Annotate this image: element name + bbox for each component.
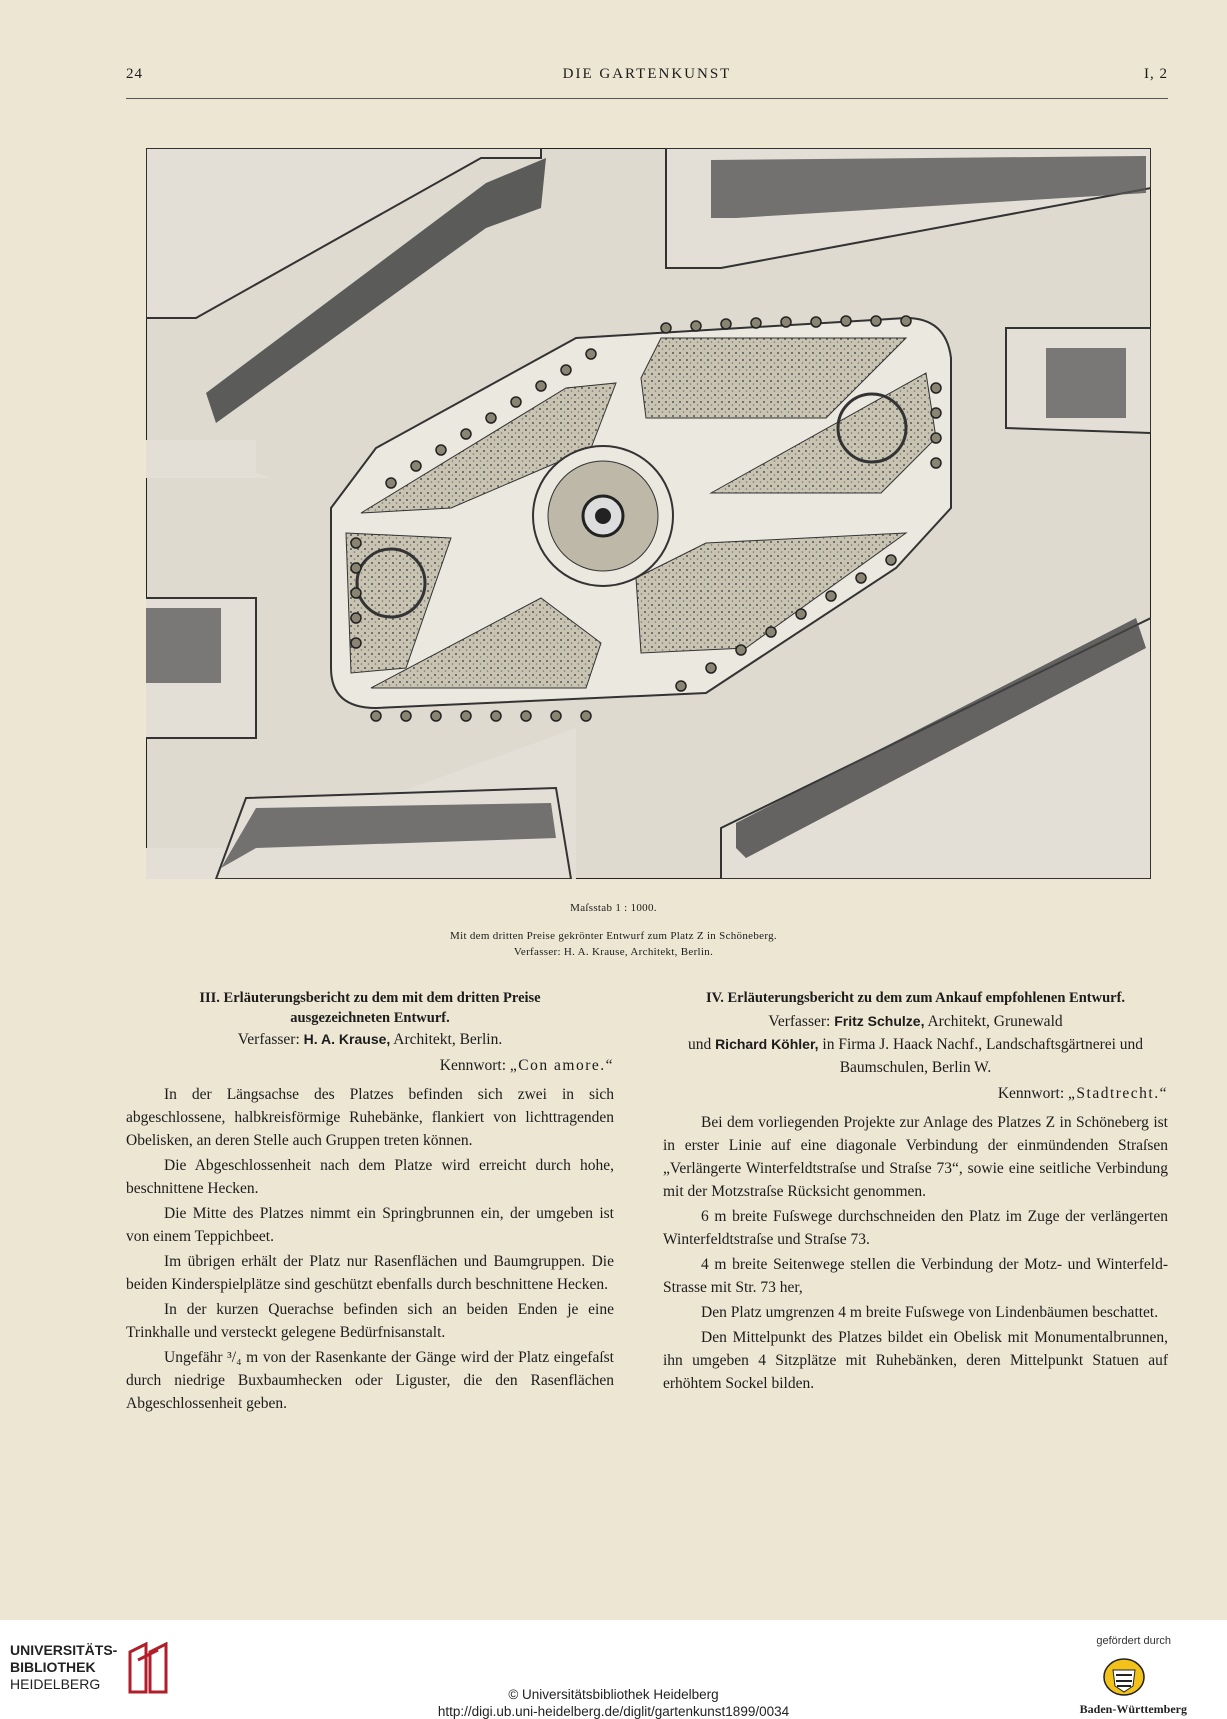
copyright-notice: © Universitätsbibliothek Heidelberg [508,1687,719,1702]
author-1-name: Fritz Schulze, [834,1013,925,1029]
library-line-2: BIBLIOTHEK [10,1659,96,1675]
right-paragraph: 6 m breite Fuſswege durchschneiden den Platz im Zuge der verlängerten Winterfeldtstraſse und Straſse 73. [663,1208,1168,1248]
left-paragraph: Ungefähr ³/₄ m von der Rasenkante der Gänge wird der Platz eingefaſst durch niedrige Buxbaumhecken oder Liguster, die den Rasenflächen Abgeschlossenheit geben. [126,1349,614,1412]
running-head [126,66,1168,88]
figure-scale: Maſsstab 1 : 1000. [570,902,657,914]
keyword-label: Kennwort: [997,1085,1069,1102]
page-number: 24 [126,66,143,82]
left-paragraph: In der kurzen Querachse befinden sich an beiden Enden je eine Trinkhalle und versteckt gelegene Bedürfnisanstalt. [126,1301,614,1341]
journal-title: DIE GARTENKUNST [562,66,732,82]
author-suffix: Architekt, Berlin. [390,1031,503,1048]
right-column [663,988,1168,1397]
right-paragraph: 4 m breite Seitenwege stellen die Verbindung der Motz- und Winterfeld-Strasse mit Str. 73 her, [663,1256,1168,1296]
section-iv-keyword [663,1082,1168,1105]
author-2-prefix: und [687,1036,716,1053]
section-iii-heading-line-1: III. Erläuterungsbericht zu dem mit dem dritten Preise [199,990,541,1006]
garden-plan-illustration [146,148,1151,879]
left-paragraph: In der Längsachse des Platzes befinden sich zwei in sich abgeschlossene, halbkreisförmige Ruhebänke, flankiert von lichttragenden Obelisken, an deren Stelle auch Gruppen treten können. [126,1086,614,1149]
author-1-suffix: Architekt, Grunewald [924,1013,1063,1030]
right-paragraph: Den Mittelpunkt des Platzes bildet ein Obelisk mit Monumentalbrunnen, ihn umgeben 4 Sitzplätze mit Ruhebänken, deren Mittelpunkt Statuen auf erhöhtem Sockel bilden. [663,1329,1168,1392]
library-line-1: UNIVERSITÄTS- [10,1642,118,1658]
figure-caption-line-2: Verfasser: H. A. Krause, Architekt, Berlin. [513,946,714,958]
library-name [10,1642,117,1693]
author-2-name: Richard Köhler, [715,1036,819,1052]
section-iii-author [126,1028,614,1051]
left-paragraph: Die Abgeschlossenheit nach dem Platze wird erreicht durch hohe, beschnittene Hecken. [126,1157,614,1197]
author-prefix: Verfasser: [237,1031,304,1048]
left-paragraph: Im übrigen erhält der Platz nur Rasenflächen und Baumgruppen. Die beiden Kinderspielplätze sind geschützt ebenfalls durch beschnittene Hecken. [126,1253,614,1293]
section-iv-author-1 [663,1010,1168,1033]
header-rule [126,98,1168,99]
issue-number: I, 2 [1144,66,1168,82]
left-column [126,988,614,1417]
funded-by-label: gefördert durch [1096,1635,1171,1647]
author-name: H. A. Krause, [303,1031,391,1047]
right-paragraph: Den Platz umgrenzen 4 m breite Fuſswege von Lindenbäumen beschattet. [701,1304,1159,1321]
section-iii-keyword [126,1054,614,1077]
section-iv-author-2 [663,1033,1168,1079]
funder-name: Baden-Württemberg [1079,1702,1187,1716]
section-iii-heading-line-2: ausgezeichneten Entwurf. [290,1010,450,1026]
permalink-url[interactable]: http://digi.ub.uni-heidelberg.de/diglit/gartenkunst1899/0034 [437,1704,790,1719]
keyword-label: Kennwort: [439,1057,510,1074]
library-line-3: HEIDELBERG [10,1676,101,1692]
figure-caption-line-1: Mit dem dritten Preise gekrönter Entwurf zum Platz Z in Schöneberg. [450,930,777,942]
keyword-value: „Stadtrecht.“ [1068,1085,1168,1102]
right-paragraph: Bei dem vorliegenden Projekte zur Anlage des Platzes Z in Schöneberg ist in erster Linie auf eine diagonale Verbindung der einmündenden Straſsen „Verlängerte Winterfeldtstraſse und Straſse 73“, sowie eine seitliche Verbindung mit der Motzstraſse Rücksicht genommen. [663,1114,1168,1200]
keyword-value: „Con amore.“ [509,1057,614,1074]
left-paragraph: Die Mitte des Platzes nimmt ein Springbrunnen ein, der umgeben ist von einem Teppichbeet. [126,1205,614,1245]
author-1-prefix: Verfasser: [768,1013,835,1030]
digitization-footer [0,1620,1227,1718]
section-iv-heading: IV. Erläuterungsbericht zu dem zum Ankauf empfohlenen Entwurf. [705,990,1126,1006]
author-2-suffix: in Firma J. Haack Nachf., Landschaftsgärtnerei und Baumschulen, Berlin W. [818,1036,1144,1076]
coat-of-arms-icon [1103,1656,1145,1698]
